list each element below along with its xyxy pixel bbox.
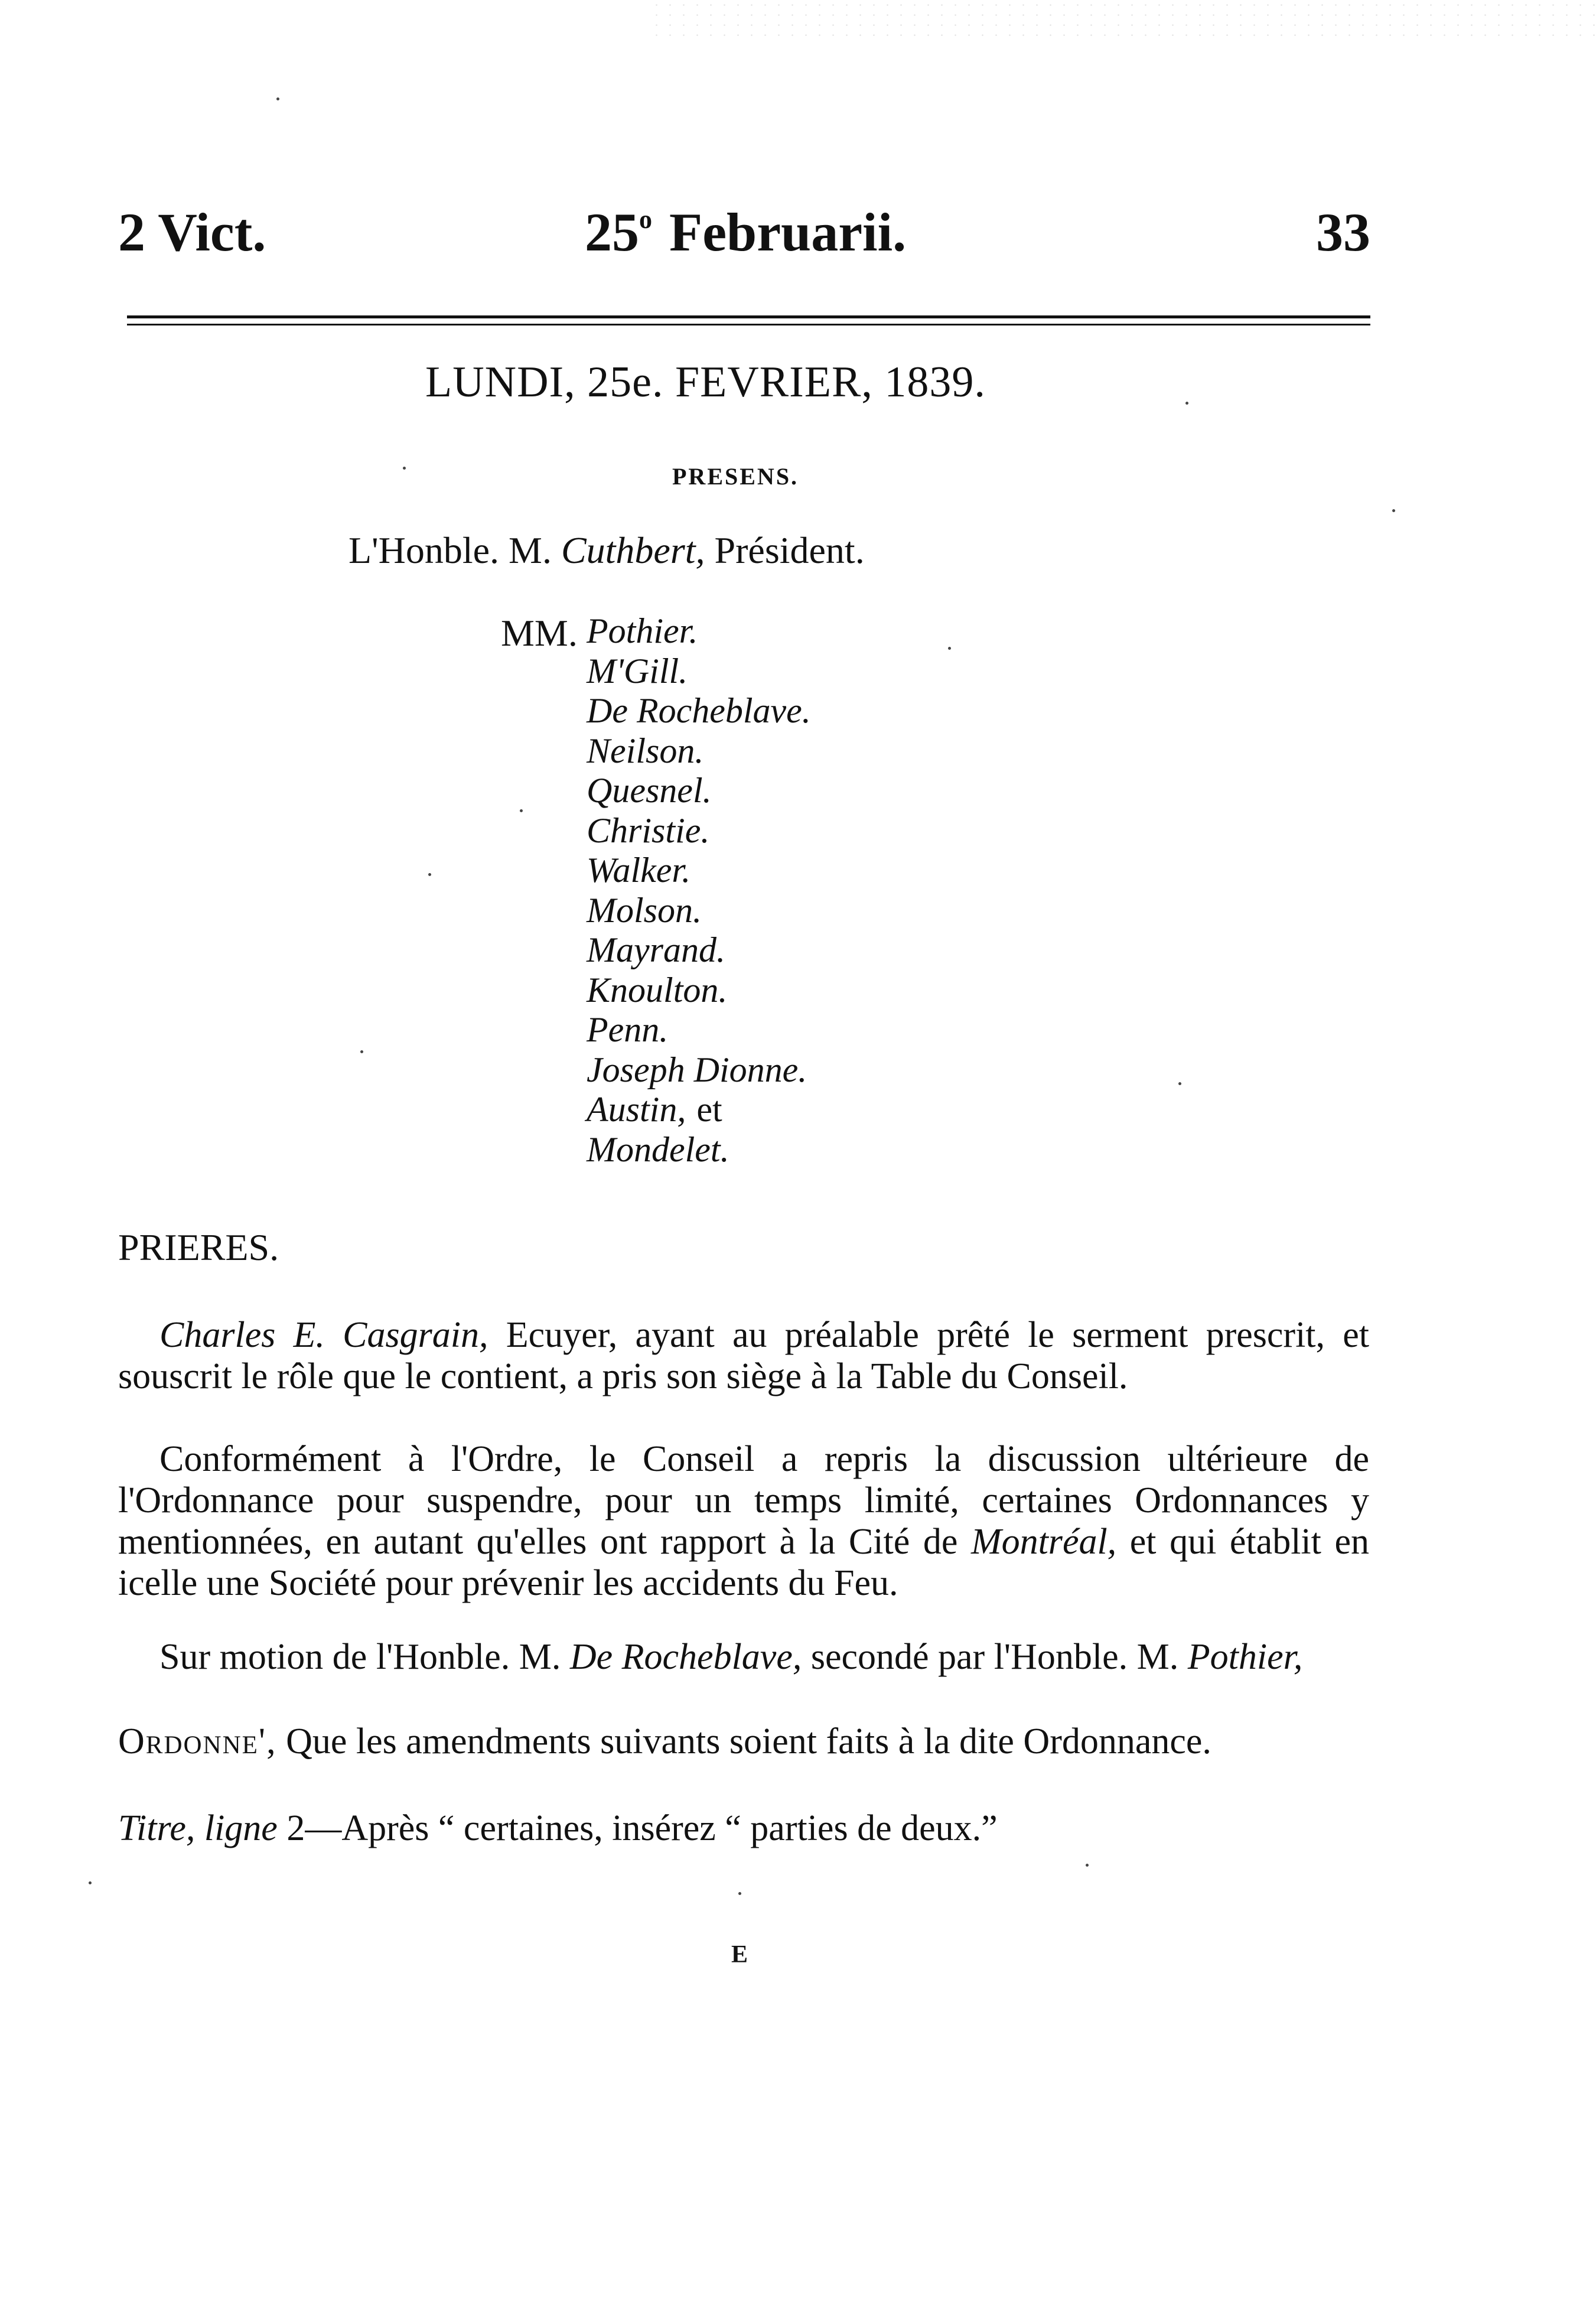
header-rule-bottom <box>127 324 1370 325</box>
members-conjunction: et <box>696 1090 722 1129</box>
member-name: Walker. <box>587 851 691 890</box>
motion-mover: De Rocheblave, <box>569 1637 802 1677</box>
print-speck <box>1185 402 1188 405</box>
print-speck <box>428 873 431 876</box>
presens-label: PRESENS. <box>672 463 799 490</box>
amendment-text: 2—Après “ certaines, insérez “ parties de deux.” <box>277 1808 998 1848</box>
session-date-heading: LUNDI, 25e. FEVRIER, 1839. <box>425 358 986 406</box>
print-speck <box>360 1050 363 1053</box>
member-name: Knoulton. <box>587 970 728 1010</box>
motion-paragraph <box>118 1636 1369 1678</box>
amendment-ligne: ligne <box>204 1808 278 1848</box>
header-date-sup: o <box>639 205 652 234</box>
president-title: Président. <box>714 529 865 571</box>
ordered-paragraph <box>118 1721 1369 1762</box>
president-name: Cuthbert, <box>561 529 705 571</box>
president-line <box>348 529 865 572</box>
print-speck <box>948 647 951 650</box>
oath-paragraph <box>118 1314 1369 1397</box>
header-date-word: Februarii. <box>669 202 907 262</box>
amendment-paragraph <box>118 1808 1369 1849</box>
member-name: Joseph Dionne. <box>587 1050 807 1089</box>
motion-text-a: Sur motion de l'Honble. M. <box>159 1637 570 1677</box>
member-name: Pothier. <box>587 611 698 650</box>
motion-seconder: Pothier, <box>1187 1637 1303 1677</box>
print-speck <box>276 97 279 100</box>
order-text-a: Conformément à l'Ordre, le Conseil a repris la discussion ultérieure de l'Ordonnance pour suspendre, pour un temps limité, certaines Ordonnances y mentionnées, en autant qu'elles ont rapport à la Cité de <box>118 1439 1369 1562</box>
oath-text: Ecuyer, ayant au préalable prêté le serment prescrit, et souscrit le rôle que le contient, a pris son siège à la Table du Conseil. <box>118 1315 1369 1396</box>
member-name: Molson. <box>587 890 702 930</box>
print-speck <box>1178 1082 1181 1085</box>
president-prefix: L'Honble. M. <box>348 529 552 571</box>
members-prefix: MM. <box>501 612 578 654</box>
print-speck <box>403 467 406 470</box>
page-speckle <box>650 0 1596 41</box>
running-header <box>118 201 1370 278</box>
header-date <box>585 201 906 263</box>
member-name: Mayrand. <box>587 930 725 969</box>
members-list <box>587 611 811 1170</box>
page-number: 33 <box>1316 202 1370 262</box>
member-name: M'Gill. <box>587 651 688 691</box>
header-rule-top <box>127 315 1370 318</box>
print-speck <box>1086 1864 1089 1867</box>
ordered-text: Que les amendments suivants soient faits à la dite Ordonnance. <box>276 1721 1211 1762</box>
oath-person-name: Charles E. Casgrain, <box>159 1315 488 1355</box>
motion-text-b: secondé par l'Honble. M. <box>802 1637 1188 1677</box>
ordered-label: Ordonne', <box>118 1721 277 1762</box>
print-speck <box>89 1881 92 1884</box>
header-date-number: 25 <box>585 202 639 262</box>
prieres-heading: PRIERES. <box>118 1226 279 1268</box>
member-name-with-conjunction <box>587 1090 811 1130</box>
member-name: Christie. <box>587 810 710 850</box>
order-text-b: et qui établit en icelle une Société pour prévenir les accidents du Feu. <box>118 1522 1369 1603</box>
member-name: Austin, <box>587 1090 686 1129</box>
signature-mark: E <box>731 1941 748 1968</box>
member-name: De Rocheblave. <box>587 691 811 730</box>
member-name: Mondelet. <box>587 1129 729 1169</box>
print-speck <box>520 809 523 812</box>
print-speck <box>1392 509 1395 512</box>
order-city: Montréal, <box>970 1522 1117 1562</box>
print-speck <box>738 1892 741 1895</box>
amendment-titre: Titre, <box>118 1808 196 1848</box>
member-name: Neilson. <box>587 731 704 770</box>
member-name: Penn. <box>587 1010 669 1049</box>
header-regnal-year: 2 Vict. <box>118 202 266 262</box>
member-name: Quesnel. <box>587 771 712 810</box>
order-paragraph <box>118 1438 1369 1604</box>
